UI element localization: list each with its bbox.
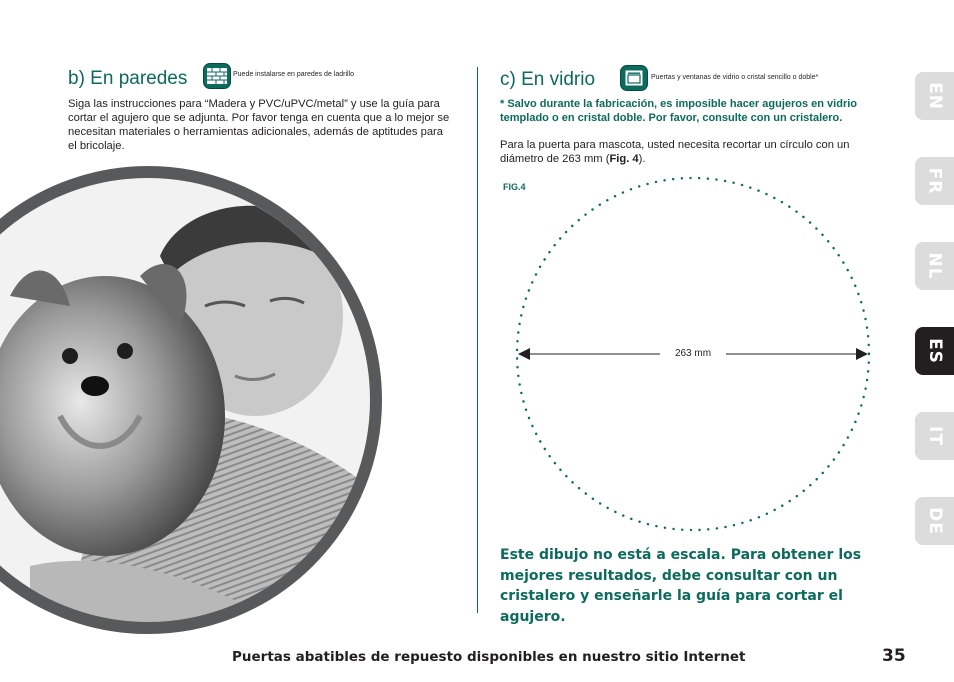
tab-en[interactable]: EN bbox=[915, 72, 954, 120]
glass-tempered-note: * Salvo durante la fabricación, es imposible hacer agujeros en vidrio templado o en cristal doble. Por favor, consulte con un cristalero. bbox=[500, 98, 858, 124]
brick-wall-icon bbox=[203, 63, 231, 89]
glass-body bbox=[500, 138, 885, 166]
window-icon bbox=[620, 65, 648, 91]
figure-reference: Fig. 4 bbox=[609, 153, 639, 165]
glass-icon-note: Puertas y ventanas de vidrio o cristal sencillo o doble* bbox=[651, 74, 819, 81]
wall-icon-note: Puede instalarse en paredes de ladrillo bbox=[233, 71, 355, 78]
glass-section-title: c) En vidrio bbox=[500, 69, 596, 90]
page-number: 35 bbox=[882, 646, 906, 666]
wall-section-title: b) En paredes bbox=[68, 68, 188, 89]
tab-es[interactable]: ES bbox=[915, 327, 954, 375]
wall-body: Siga las instrucciones para “Madera y PVC/uPVC/metal” y use la guía para cortar el agujero que se adjunta. Por favor tenga en cuenta que a lo mejor se necesitan materiales o herramientas adicionales, además de aptitudes para el bricolaje. bbox=[68, 98, 450, 152]
tab-de[interactable]: DE bbox=[915, 497, 954, 545]
tab-it[interactable]: IT bbox=[915, 412, 954, 460]
footer-text: Puertas abatibles de repuesto disponibles en nuestro sitio Internet bbox=[232, 649, 746, 665]
boy-with-dog-photo bbox=[0, 166, 385, 638]
tab-nl[interactable]: NL bbox=[915, 242, 954, 290]
tab-fr[interactable]: FR bbox=[915, 157, 954, 205]
glass-body-post: ). bbox=[638, 153, 646, 165]
diameter-label: 263 mm bbox=[674, 348, 712, 359]
scale-warning: Este dibujo no está a escala. Para obtener los mejores resultados, debe consultar con un cristalero y enseñarle la guía para cortar el agujero. bbox=[500, 547, 862, 625]
column-divider bbox=[477, 67, 478, 613]
figure-label: FIG.4 bbox=[503, 182, 526, 192]
glass-body-pre: Para la puerta para mascota, usted necesita recortar un círculo con un diámetro de 263 mm ( bbox=[500, 139, 850, 165]
